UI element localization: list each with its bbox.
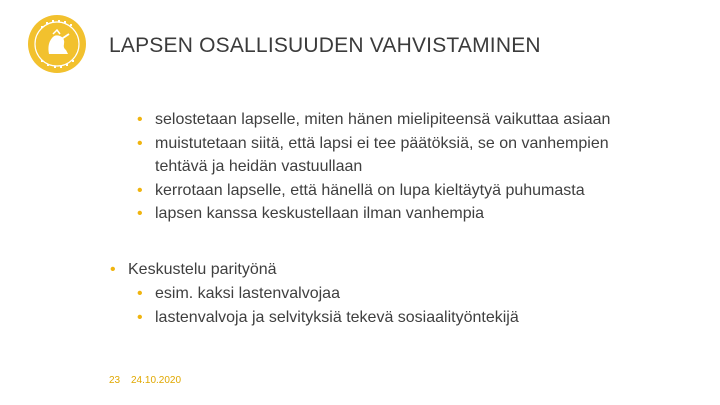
bullet-icon: •: [137, 111, 143, 128]
coat-of-arms-lion-seal-icon: [27, 14, 87, 74]
list-item-text: lastenvalvoja ja selvityksiä tekevä sosiaalityöntekijä: [155, 308, 519, 326]
bullet-icon: •: [137, 308, 143, 326]
list-item: [137, 306, 655, 330]
main-point-list: [110, 258, 648, 282]
sub-point-list-1: [137, 108, 655, 226]
list-item-text: muistutetaan siitä, että lapsi ei tee päätöksiä, se on vanhempien tehtävä ja heidän vastuullaan: [155, 134, 609, 175]
list-item-text: kerrotaan lapselle, että hänellä on lupa kieltäytyä puhumasta: [155, 181, 585, 199]
page-title: LAPSEN OSALLISUUDEN VAHVISTAMINEN: [109, 34, 541, 57]
list-item: [110, 258, 648, 282]
list-item: [137, 202, 655, 226]
list-item: [137, 282, 655, 306]
list-item-text: Keskustelu parityönä: [128, 261, 277, 278]
bullet-icon: •: [137, 285, 143, 302]
bullet-icon: •: [137, 181, 143, 199]
list-item: [137, 132, 655, 179]
bullet-icon: •: [110, 261, 116, 278]
bullet-icon: •: [137, 205, 143, 222]
list-item-text: lapsen kanssa keskustellaan ilman vanhempia: [155, 205, 485, 222]
slide-date: 24.10.2020: [131, 375, 182, 386]
list-item: [137, 108, 655, 132]
bullet-icon: •: [137, 134, 143, 152]
sub-point-list-2: [137, 282, 655, 329]
list-item-text: selostetaan lapselle, miten hänen mielipiteensä vaikuttaa asiaan: [155, 111, 611, 128]
list-item: [137, 179, 655, 203]
page-number: 23: [109, 375, 121, 386]
list-item-text: esim. kaksi lastenvalvojaa: [155, 285, 340, 302]
